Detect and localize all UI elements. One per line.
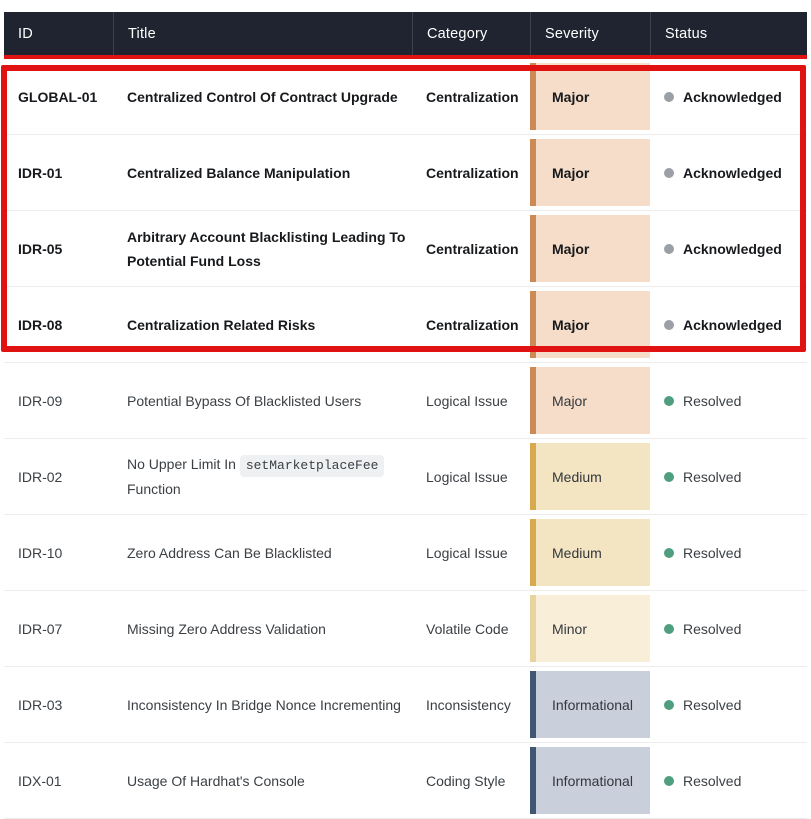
finding-severity-cell [530,135,650,210]
finding-status-cell [650,591,807,666]
finding-status-cell [650,135,807,210]
severity-label: Minor [552,620,588,637]
severity-label: Major [552,240,590,257]
finding-title-text: Centralized Balance Manipulation [127,164,351,181]
finding-severity-cell [530,363,650,438]
finding-title-text: Centralized Control Of Contract Upgrade [127,88,398,105]
table-row[interactable] [4,591,807,667]
finding-severity-cell [530,515,650,590]
finding-category: Centralization [426,164,519,181]
severity-label: Informational [552,696,633,713]
severity-label: Medium [552,544,602,561]
severity-chip-informational [530,747,650,814]
status-dot-acknowledged [664,320,674,330]
status-dot-resolved [664,776,674,786]
table-row[interactable] [4,287,807,363]
status-label: Resolved [683,696,742,713]
finding-status-cell [650,363,807,438]
status-dot-resolved [664,624,674,634]
status-label: Acknowledged [683,240,782,257]
finding-severity-cell [530,591,650,666]
finding-title-pre: No Upper Limit In [127,456,240,472]
finding-severity-cell [530,743,650,818]
severity-chip-informational [530,671,650,738]
finding-severity-cell [530,211,650,286]
finding-title [113,591,412,666]
finding-title-text: Centralization Related Risks [127,316,316,333]
status-dot-acknowledged [664,92,674,102]
severity-chip-major [530,291,650,358]
finding-title-post: Function [127,481,181,497]
finding-id: IDR-10 [18,544,63,561]
status-label: Resolved [683,772,742,789]
finding-status-cell [650,211,807,286]
status-dot-acknowledged [664,244,674,254]
finding-id: IDR-05 [18,240,63,257]
finding-id: IDR-01 [18,164,63,181]
findings-table [4,12,807,819]
finding-title [113,667,412,742]
finding-category: Centralization [426,88,519,105]
finding-severity-cell [530,667,650,742]
table-row[interactable] [4,363,807,439]
finding-severity-cell [530,59,650,134]
severity-label: Major [552,392,588,409]
finding-category: Coding Style [426,772,506,789]
finding-category: Logical Issue [426,468,508,485]
finding-severity-cell [530,287,650,362]
finding-title [113,135,412,210]
inline-code-token: setMarketplaceFee [240,455,385,477]
finding-id: IDR-07 [18,620,63,637]
table-header [4,12,807,59]
status-dot-resolved [664,548,674,558]
severity-chip-major [530,139,650,206]
status-label: Resolved [683,544,742,561]
finding-id: GLOBAL-01 [18,88,98,105]
finding-category: Centralization [426,316,519,333]
column-header-severity: Severity [530,12,650,55]
severity-label: Informational [552,772,633,789]
finding-category: Volatile Code [426,620,509,637]
status-dot-acknowledged [664,168,674,178]
finding-severity-cell [530,439,650,514]
severity-label: Medium [552,468,602,485]
finding-title-text [127,452,406,501]
finding-title-text: Arbitrary Account Blacklisting Leading To Potential Fund Loss [127,228,406,269]
column-header-id: ID [18,25,33,42]
table-row[interactable] [4,135,807,211]
finding-id: IDR-03 [18,696,63,713]
status-dot-resolved [664,396,674,406]
finding-id: IDR-08 [18,316,63,333]
column-header-category: Category [412,12,530,55]
status-label: Acknowledged [683,88,782,105]
finding-status-cell [650,515,807,590]
finding-id: IDR-02 [18,468,63,485]
status-label: Resolved [683,620,742,637]
finding-title [113,211,412,286]
finding-status-cell [650,743,807,818]
status-dot-resolved [664,472,674,482]
finding-category: Inconsistency [426,696,511,713]
finding-title-text: Usage Of Hardhat's Console [127,772,305,789]
finding-id: IDR-09 [18,392,63,409]
status-dot-resolved [664,700,674,710]
severity-chip-medium [530,519,650,586]
column-header-title: Title [113,12,412,55]
finding-title-text: Missing Zero Address Validation [127,620,326,637]
finding-title [113,743,412,818]
status-label: Acknowledged [683,316,782,333]
finding-title [113,363,412,438]
finding-status-cell [650,667,807,742]
finding-title [113,287,412,362]
table-row[interactable] [4,667,807,743]
status-label: Resolved [683,468,742,485]
finding-status-cell [650,287,807,362]
finding-title [113,439,412,514]
severity-label: Major [552,88,590,105]
table-row[interactable] [4,439,807,515]
table-row[interactable] [4,515,807,591]
severity-label: Major [552,164,590,181]
column-header-status: Status [650,12,807,55]
finding-status-cell [650,59,807,134]
table-row[interactable] [4,211,807,287]
finding-title-text: Inconsistency In Bridge Nonce Incrementing [127,696,401,713]
finding-category: Centralization [426,240,519,257]
severity-chip-major [530,367,650,434]
finding-title-text: Potential Bypass Of Blacklisted Users [127,392,362,409]
status-label: Acknowledged [683,164,782,181]
finding-category: Logical Issue [426,544,508,561]
severity-chip-medium [530,443,650,510]
table-row[interactable] [4,59,807,135]
finding-title [113,59,412,134]
status-label: Resolved [683,392,742,409]
severity-chip-major [530,215,650,282]
finding-id: IDX-01 [18,772,62,789]
severity-chip-major [530,63,650,130]
severity-label: Major [552,316,590,333]
finding-title-text: Zero Address Can Be Blacklisted [127,544,332,561]
finding-category: Logical Issue [426,392,508,409]
finding-title [113,515,412,590]
finding-status-cell [650,439,807,514]
severity-chip-minor [530,595,650,662]
